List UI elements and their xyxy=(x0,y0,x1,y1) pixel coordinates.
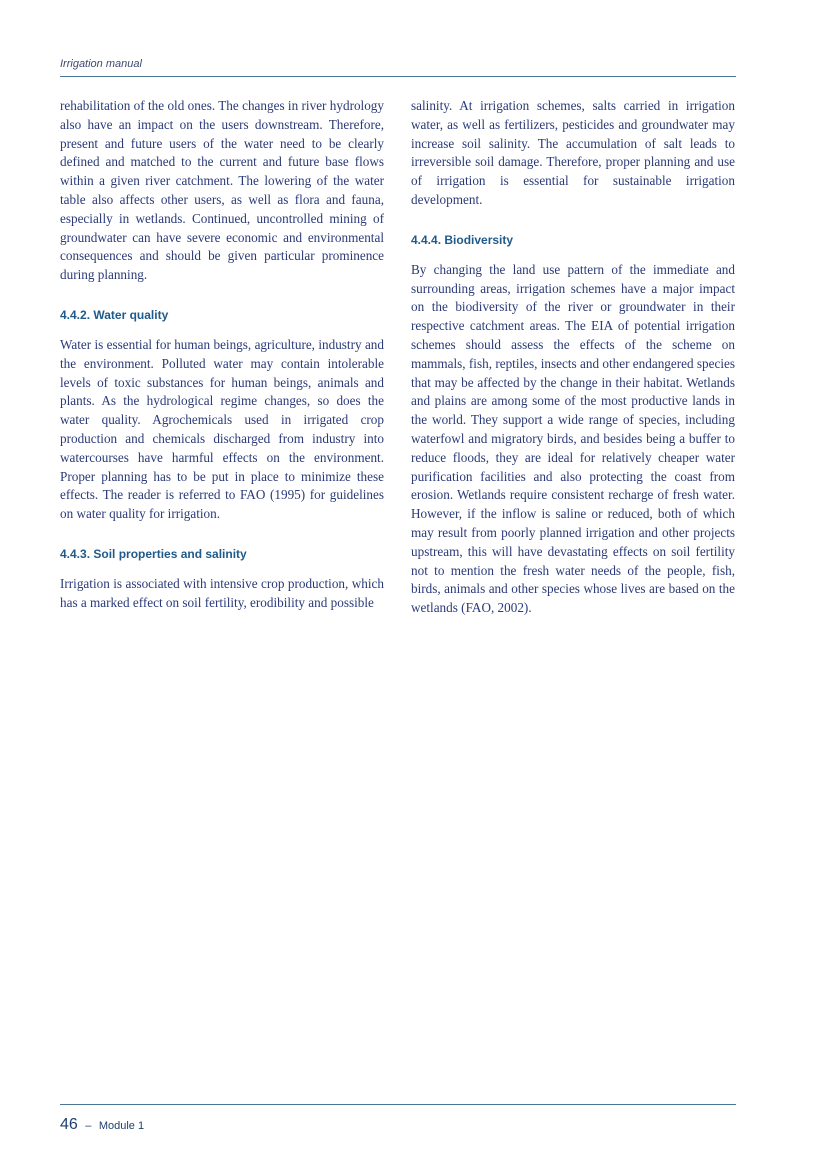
water-quality-paragraph: Water is essential for human beings, agriculture, industry and the environment. Polluted water may contain intolerable levels of toxic substances for human beings, animals and plants. As the hydrological regime changes, so does the water quality. Agrochemicals used in irrigated crop production and chemicals discharged from industry into watercourses have harmful effects on the environment. Proper planning has to be put in place to minimize these effects. The reader is referred to FAO (1995) for guidelines on water quality for irrigation. xyxy=(60,336,384,522)
running-header: Irrigation manual xyxy=(60,58,142,70)
salinity-continuation-paragraph: salinity. At irrigation schemes, salts carried in irrigation water, as well as fertilizers, pesticides and groundwater may increase soil salinity. The accumulation of salt leads to irreversible soil damage. Therefore, proper planning and use of irrigation is essential for sustainable irrigation development. xyxy=(411,98,735,207)
heading-water-quality: 4.4.2. Water quality xyxy=(60,307,169,322)
biodiversity-paragraph: By changing the land use pattern of the immediate and surrounding areas, irrigation schemes have a major impact on the biodiversity of the river or groundwater in their respective catchment areas. The EIA of potential irrigation schemes should assess the effects of the scheme on mammals, fish, reptiles, insects and other endangered species that may be affected by the change in their habitat. Wetlands and plains are among some of the most productive lands in the world. They support a wide range of species, including waterfowl and migratory birds, and besides being a buffer to reduce floods, they are ideal for relatively cheaper water purification facilities and also protecting the coast from erosion. Wetlands require consistent recharge of fresh water. However, if the inflow is saline or reduced, both of which may result from poorly planned irrigation and other projects upstream, this will have devastating effects on soil fertility not to mention the fresh water needs of the people, fish, birds, animals and other species whose lives are based on the wetlands (FAO, 2002). xyxy=(411,261,735,616)
footer-separator: – xyxy=(85,1120,92,1132)
page-number: 46 xyxy=(60,1116,78,1133)
footer-rule xyxy=(60,1104,736,1105)
intro-paragraph: rehabilitation of the old ones. The changes in river hydrology also have an impact on the users downstream. Therefore, present and future users of the water need to be clearly defined and matched to the current and future base flows within a given river catchment. The lowering of the water table also affects other users, as well as flora and fauna, especially in wetlands. Continued, uncontrolled mining of groundwater can have severe economic and environmental consequences and should be given particular prominence during planning. xyxy=(60,98,384,283)
header-rule xyxy=(60,76,736,77)
module-label: Module 1 xyxy=(98,1120,145,1132)
heading-soil-properties: 4.4.3. Soil properties and salinity xyxy=(60,546,247,561)
page-footer xyxy=(60,1116,144,1134)
heading-biodiversity: 4.4.4. Biodiversity xyxy=(411,232,514,247)
soil-paragraph: Irrigation is associated with intensive crop production, which has a marked effect on soil fertility, erodibility and possible xyxy=(60,575,384,610)
left-column xyxy=(60,97,384,635)
right-column xyxy=(411,97,735,640)
